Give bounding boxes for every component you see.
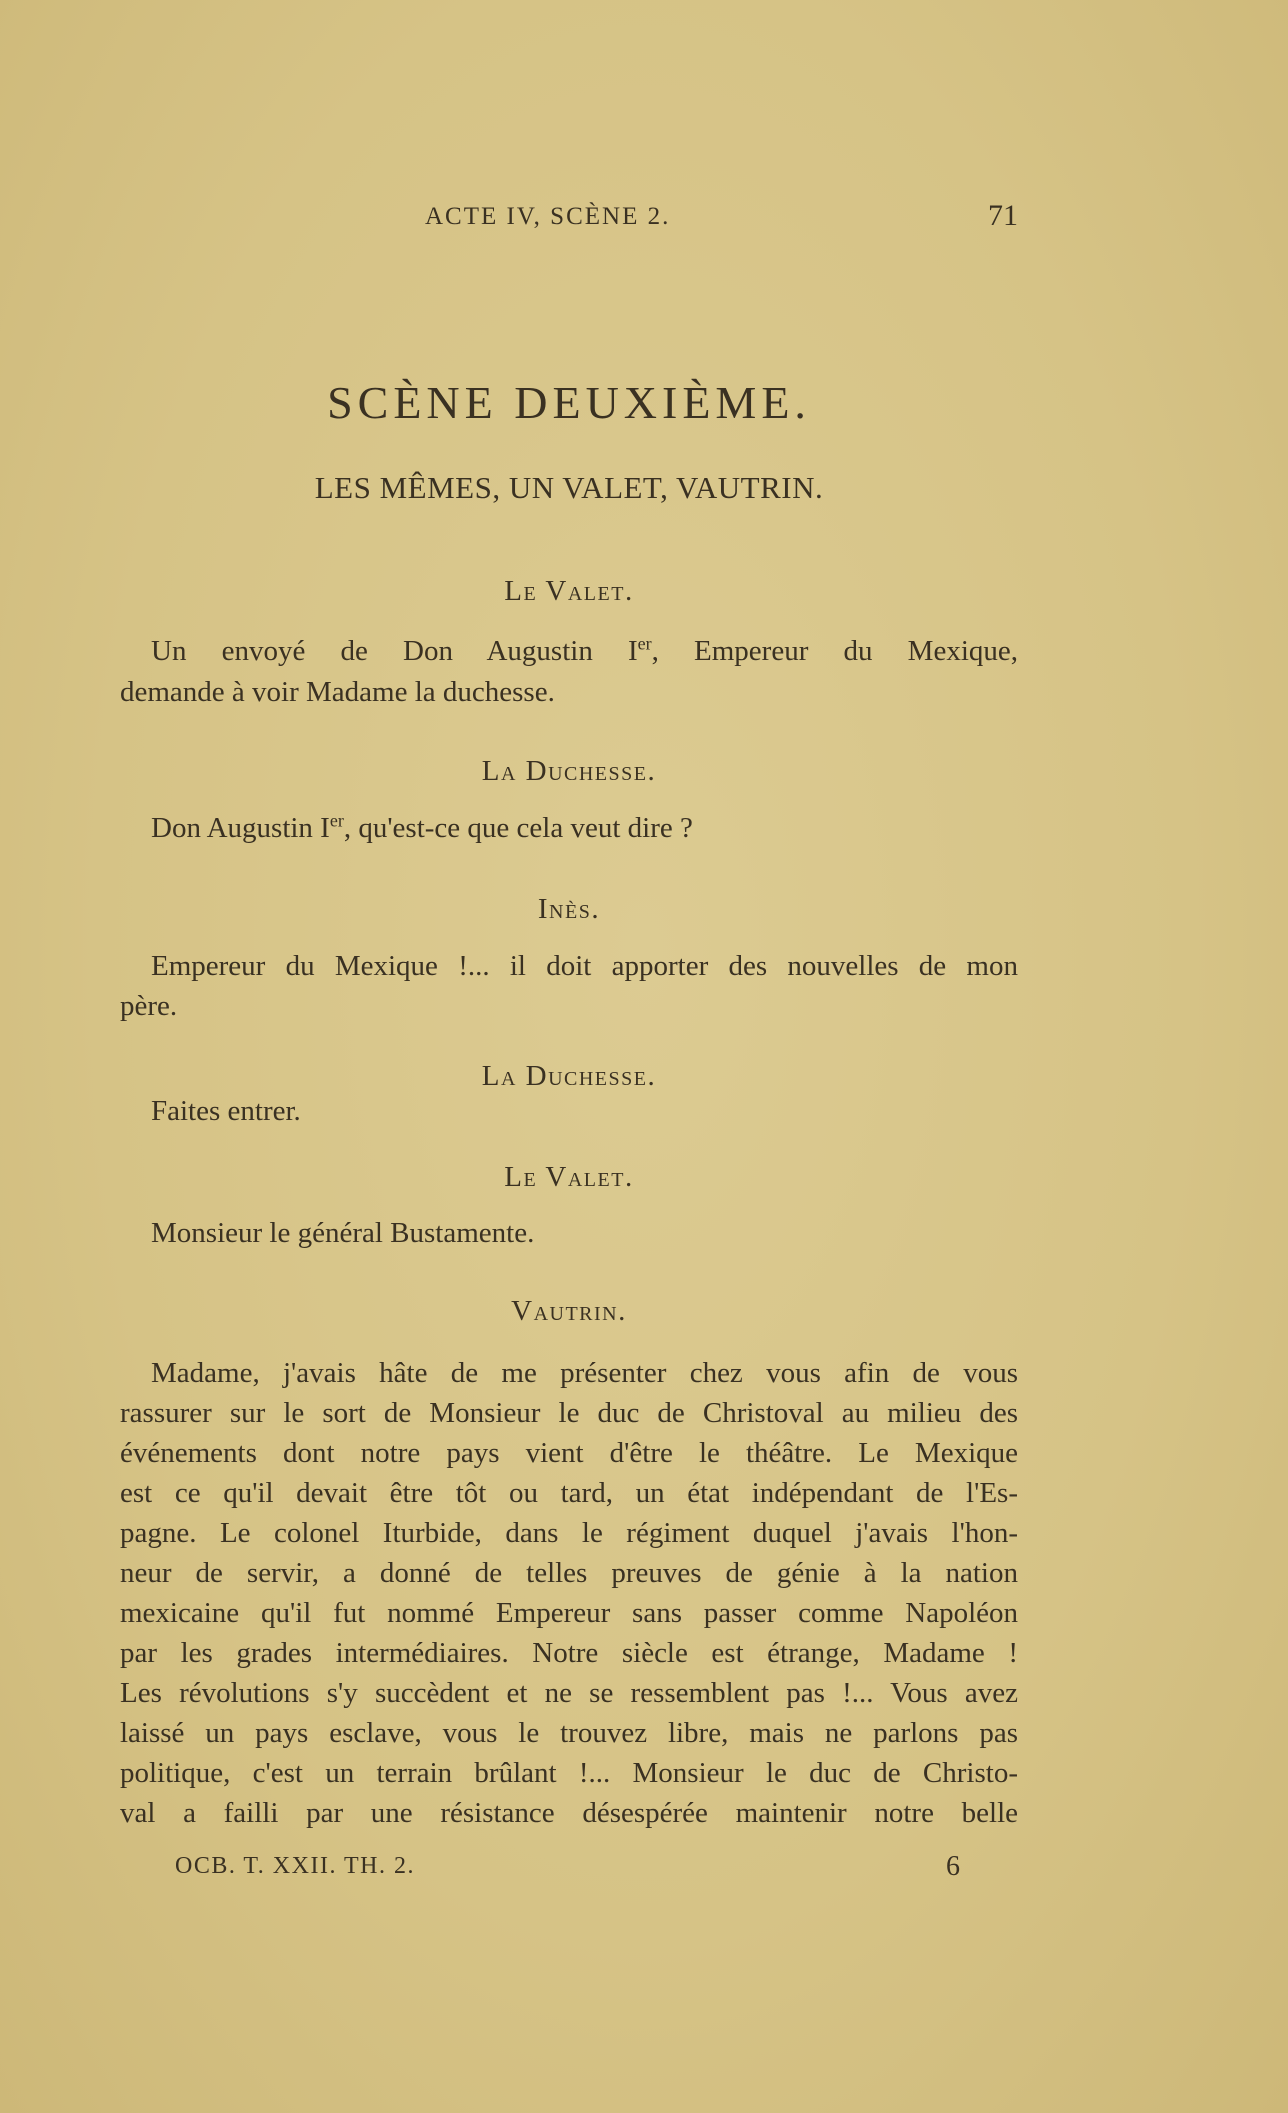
text-segment: Un envoyé de Don Augustin I [151,635,638,667]
superscript: er [329,810,344,831]
text-line: Les révolutions s'y succèdent et ne se ressemblent pas !... Vous avez [120,1677,1018,1709]
text-segment: , qu'est-ce que cela veut dire ? [343,812,693,844]
text-line: Empereur du Mexique !... il doit apporter des nouvelles de mon [151,950,1018,982]
text-line: par les grades intermédiaires. Notre siècle est étrange, Madame ! [120,1637,1018,1669]
speaker-name: Le Valet. [504,1161,634,1193]
speaker-name: Inès. [537,893,601,925]
text-segment: , Empereur du Mexique, [651,635,1019,667]
text-line: val a failli par une résistance désespérée maintenir notre belle [120,1797,1018,1829]
text-line: rassurer sur le sort de Monsieur le duc de Christoval au milieu des [120,1397,1018,1429]
text-line: événements dont notre pays vient d'être le théâtre. Le Mexique [120,1437,1018,1469]
text-line: demande à voir Madame la duchesse. [120,676,555,708]
text-line: Monsieur le général Bustamente. [151,1217,535,1249]
page-number: 71 [988,199,1018,232]
text-segment: Don Augustin I [151,812,330,844]
printer-signature: OCB. T. XXII. TH. 2. [175,1853,415,1879]
speaker-name: La Duchesse. [481,1060,657,1092]
text-line [120,808,1018,848]
text-line: Madame, j'avais hâte de me présenter chez vous afin de vous [151,1357,1018,1389]
speaker-name: La Duchesse. [481,755,657,787]
text-line: neur de servir, a donné de telles preuves de génie à la nation [120,1557,1018,1589]
text-line: politique, c'est un terrain brûlant !... Monsieur le duc de Christo- [120,1757,1018,1789]
text-line: mexicaine qu'il fut nommé Empereur sans passer comme Napoléon [120,1597,1018,1629]
text-line: laissé un pays esclave, vous le trouvez libre, mais ne parlons pas [120,1717,1018,1749]
text-line: est ce qu'il devait être tôt ou tard, un état indépendant de l'Es- [120,1477,1018,1509]
text-line [120,631,1018,671]
speaker-name: Le Valet. [504,575,634,607]
text-line: Faites entrer. [151,1095,301,1127]
sheet-number: 6 [946,1851,962,1882]
superscript: er [637,633,652,654]
vautrin-speech [120,1353,1018,1833]
speaker-name: Vautrin. [511,1295,627,1327]
text-line: pagne. Le colonel Iturbide, dans le régiment duquel j'avais l'hon- [120,1517,1018,1549]
text-line: père. [120,990,178,1022]
running-title: ACTE IV, SCÈNE 2. [425,203,671,230]
characters-line: LES MÊMES, UN VALET, VAUTRIN. [314,470,824,505]
scene-title: SCÈNE DEUXIÈME. [327,377,811,428]
